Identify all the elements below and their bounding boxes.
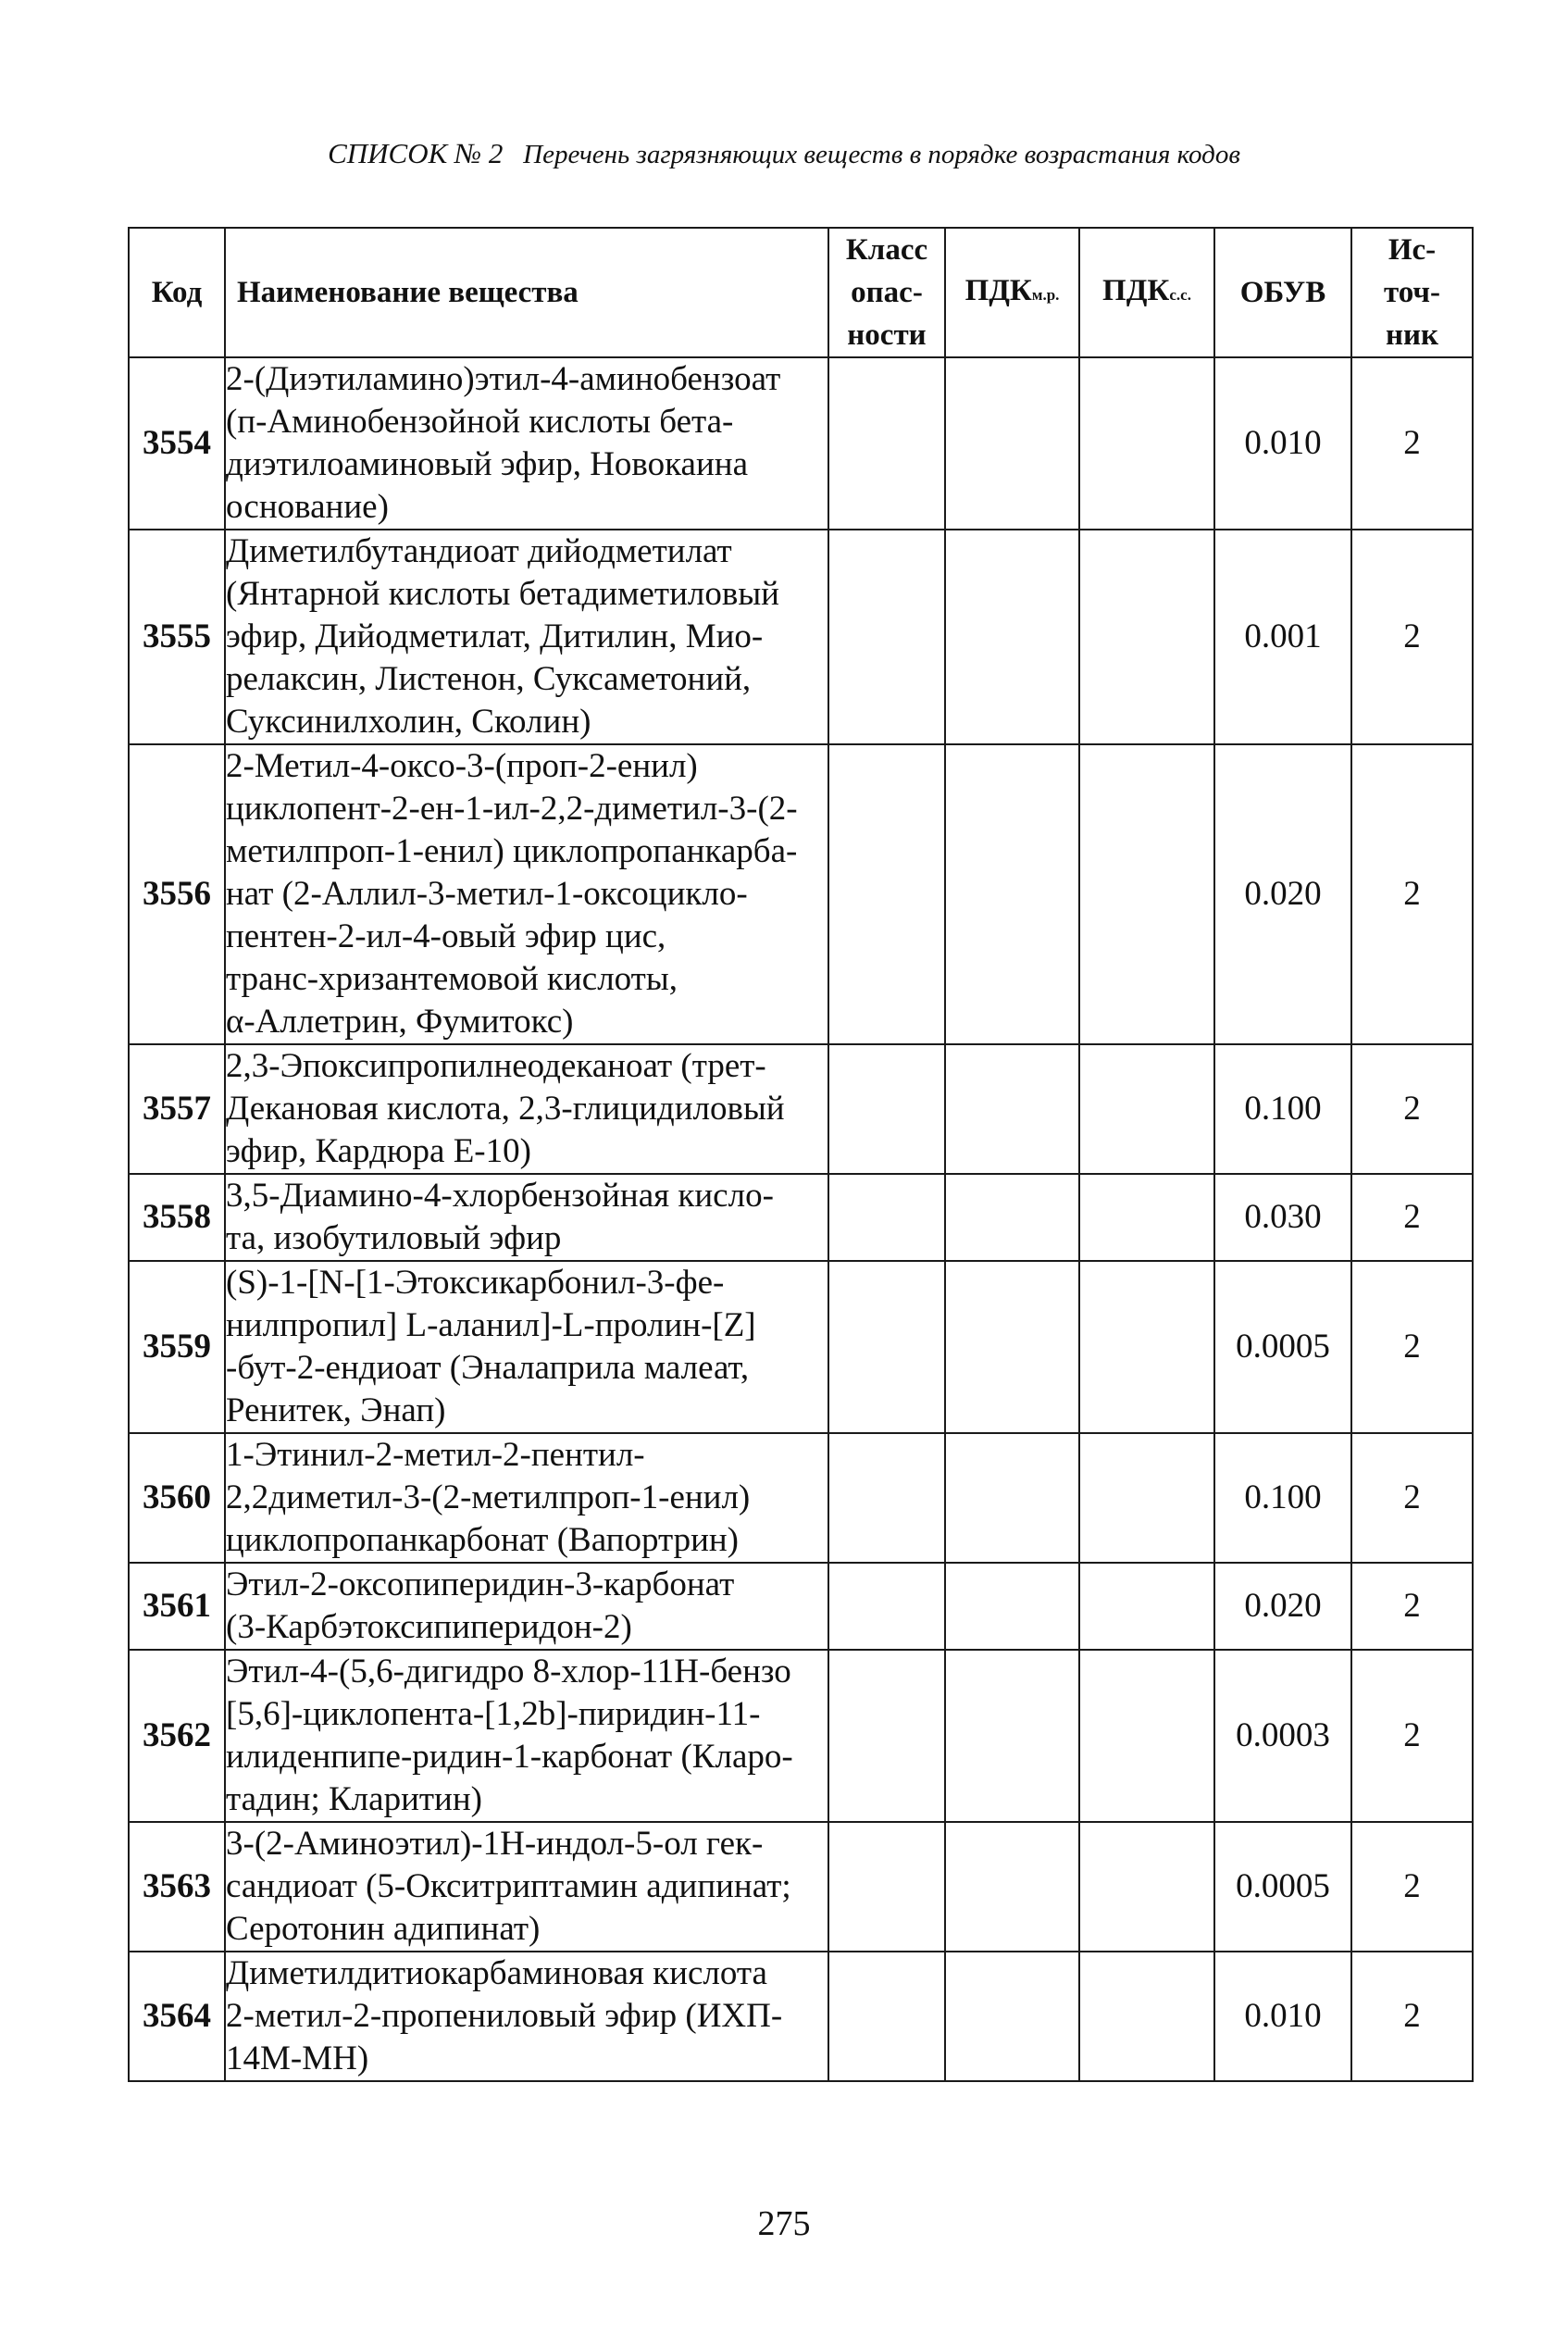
substance-name-cell: [225, 1044, 828, 1174]
hazard-class-cell: [828, 1261, 945, 1433]
code-cell: 3564: [129, 1952, 225, 2081]
obuv-cell: 0.010: [1214, 357, 1351, 530]
substance-name-line: Этил-4-(5,6-дигидро 8-хлор-11Н-бензо: [226, 1653, 791, 1690]
source-cell: 2: [1351, 1822, 1473, 1952]
pdk-ss-cell: [1079, 1952, 1214, 2081]
column-header-source: [1351, 228, 1473, 357]
pdk-mr-subscript: м.р.: [1031, 285, 1060, 304]
hazard-class-cell: [828, 1822, 945, 1952]
substance-name-cell: [225, 1822, 828, 1952]
substance-name-line: эфир, Дийодметилат, Дитилин, Мио-: [226, 617, 764, 655]
code-cell: 3556: [129, 744, 225, 1044]
column-header-pdk-ss: [1079, 228, 1214, 357]
substance-name-line: 3-(2-Аминоэтил)-1Н-индол-5-ол гек-: [226, 1825, 764, 1863]
hazard-class-cell: [828, 1563, 945, 1650]
source-cell: 2: [1351, 357, 1473, 530]
substance-name-line: релаксин, Листенон, Суксаметоний,: [226, 660, 752, 698]
substance-name-cell: [225, 530, 828, 744]
hazard-class-cell: [828, 1650, 945, 1822]
code-cell: 3554: [129, 357, 225, 530]
obuv-cell: 0.0005: [1214, 1261, 1351, 1433]
pdk-ss-cell: [1079, 1174, 1214, 1261]
pdk-mr-cell: [945, 1044, 1079, 1174]
table-row: [129, 1174, 1473, 1261]
substance-name-line: нат (2-Аллил-3-метил-1-оксоцикло-: [226, 875, 748, 913]
substance-name-line: сандиоат (5-Окситриптамин адипинат;: [226, 1867, 791, 1905]
source-cell: 2: [1351, 1650, 1473, 1822]
table-header-row: [129, 228, 1473, 357]
pdk-mr-cell: [945, 744, 1079, 1044]
pdk-ss-cell: [1079, 1261, 1214, 1433]
substance-name-line: Серотонин адипинат): [226, 1910, 541, 1948]
table-row: [129, 357, 1473, 530]
substance-name-line: метилпроп-1-енил) циклопропанкарба-: [226, 832, 798, 870]
obuv-cell: 0.010: [1214, 1952, 1351, 2081]
hazard-class-cell: [828, 1433, 945, 1563]
obuv-cell: 0.001: [1214, 530, 1351, 744]
substance-name-line: 3,5-Диамино-4-хлорбензойная кисло-: [226, 1177, 774, 1215]
obuv-cell: 0.0005: [1214, 1822, 1351, 1952]
source-cell: 2: [1351, 1174, 1473, 1261]
table-row: [129, 744, 1473, 1044]
hazard-class-cell: [828, 1952, 945, 2081]
source-cell: 2: [1351, 1044, 1473, 1174]
column-header-pdk-mr: [945, 228, 1079, 357]
pdk-mr-cell: [945, 1261, 1079, 1433]
hazard-class-cell: [828, 1044, 945, 1174]
substance-name-line: 2,3-Эпоксипропилнеодеканоат (трет-: [226, 1047, 766, 1085]
substance-name-cell: [225, 1174, 828, 1261]
substance-name-line: тадин; Кларитин): [226, 1780, 482, 1818]
substance-name-line: 2-(Диэтиламино)этил-4-аминобензоат: [226, 360, 781, 398]
pdk-ss-cell: [1079, 1650, 1214, 1822]
hazard-class-cell: [828, 744, 945, 1044]
column-header-code: Код: [129, 228, 225, 357]
list-subtitle: Перечень загрязняющих веществ в порядке возрастания кодов: [523, 140, 1240, 169]
substance-name-line: нилпропил] L-аланил]-L-пролин-[Z]: [226, 1306, 756, 1344]
table-row: [129, 1563, 1473, 1650]
pdk-ss-cell: [1079, 744, 1214, 1044]
code-cell: 3562: [129, 1650, 225, 1822]
pdk-ss-label: ПДК: [1102, 273, 1170, 307]
substance-name-line: Этил-2-оксопиперидин-3-карбонат: [226, 1565, 735, 1603]
pdk-mr-cell: [945, 1433, 1079, 1563]
pdk-ss-cell: [1079, 1044, 1214, 1174]
pdk-mr-cell: [945, 357, 1079, 530]
substance-name-cell: [225, 744, 828, 1044]
substance-name-line: 2,2диметил-3-(2-метилпроп-1-енил): [226, 1478, 751, 1516]
substance-name-line: Декановая кислота, 2,3-глицидиловый: [226, 1090, 785, 1128]
table-body: [129, 357, 1473, 2081]
substance-name-line: та, изобутиловый эфир: [226, 1219, 562, 1257]
table-row: [129, 1650, 1473, 1822]
source-cell: 2: [1351, 1261, 1473, 1433]
code-cell: 3559: [129, 1261, 225, 1433]
substance-name-line: диэтилоаминовый эфир, Новокаина: [226, 445, 748, 483]
hazard-class-cell: [828, 1174, 945, 1261]
pdk-mr-cell: [945, 1952, 1079, 2081]
substance-name-line: (Янтарной кислоты бетадиметиловый: [226, 575, 779, 613]
table-row: [129, 530, 1473, 744]
code-cell: 3555: [129, 530, 225, 744]
table-row: [129, 1952, 1473, 2081]
hazard-class-line-1: Класс: [845, 233, 928, 267]
substance-name-line: α-Аллетрин, Фумитокс): [226, 1003, 574, 1041]
code-cell: 3563: [129, 1822, 225, 1952]
source-line-2: точ-: [1383, 276, 1441, 309]
pdk-mr-label: ПДК: [964, 273, 1032, 307]
pdk-ss-cell: [1079, 530, 1214, 744]
substance-name-cell: [225, 1952, 828, 2081]
substance-name-line: (п-Аминобензойной кислоты бета-: [226, 403, 734, 441]
substances-table: [128, 227, 1474, 2082]
source-line-1: Ис-: [1388, 233, 1437, 267]
substance-name-line: 2-метил-2-пропениловый эфир (ИХП-: [226, 1997, 783, 2035]
source-cell: 2: [1351, 1433, 1473, 1563]
substance-name-line: (S)-1-[N-[1-Этоксикарбонил-3-фе-: [226, 1264, 725, 1302]
substance-name-line: 14М-МН): [226, 2039, 369, 2077]
pdk-ss-cell: [1079, 1822, 1214, 1952]
substance-name-line: Суксинилхолин, Сколин): [226, 703, 591, 741]
pdk-ss-cell: [1079, 1563, 1214, 1650]
substance-name-line: -бут-2-ендиоат (Эналаприла малеат,: [226, 1349, 750, 1387]
obuv-cell: 0.020: [1214, 1563, 1351, 1650]
list-title: СПИСОК № 2: [328, 137, 504, 169]
column-header-hazard-class: [828, 228, 945, 357]
pdk-mr-cell: [945, 1822, 1079, 1952]
substance-name-line: пентен-2-ил-4-овый эфир цис,: [226, 917, 666, 955]
code-cell: 3560: [129, 1433, 225, 1563]
pdk-ss-cell: [1079, 1433, 1214, 1563]
substance-name-line: Диметилдитиокарбаминовая кислота: [226, 1954, 767, 1992]
hazard-class-cell: [828, 357, 945, 530]
code-cell: 3557: [129, 1044, 225, 1174]
substance-name-cell: [225, 1650, 828, 1822]
column-header-name: Наименование вещества: [225, 228, 828, 357]
obuv-cell: 0.100: [1214, 1433, 1351, 1563]
substance-name-line: [5,6]-циклопента-[1,2b]-пиридин-11-: [226, 1695, 761, 1733]
substance-name-line: 1-Этинил-2-метил-2-пентил-: [226, 1436, 645, 1474]
substance-name-cell: [225, 1261, 828, 1433]
hazard-class-cell: [828, 530, 945, 744]
code-cell: 3558: [129, 1174, 225, 1261]
substance-name-line: 2-Метил-4-оксо-3-(проп-2-енил): [226, 747, 698, 785]
code-cell: 3561: [129, 1563, 225, 1650]
substance-name-line: (3-Карбэтоксипиперидон-2): [226, 1608, 632, 1646]
pdk-ss-cell: [1079, 357, 1214, 530]
hazard-class-line-3: ности: [847, 318, 927, 352]
obuv-cell: 0.100: [1214, 1044, 1351, 1174]
obuv-cell: 0.030: [1214, 1174, 1351, 1261]
source-cell: 2: [1351, 1563, 1473, 1650]
substance-name-cell: [225, 1433, 828, 1563]
substance-name-line: основание): [226, 488, 389, 526]
table-row: [129, 1433, 1473, 1563]
source-cell: 2: [1351, 1952, 1473, 2081]
substance-name-line: эфир, Кардюра Е-10): [226, 1132, 531, 1170]
hazard-class-line-2: опас-: [851, 276, 923, 309]
substance-name-line: Диметилбутандиоат дийодметилат: [226, 532, 732, 570]
substance-name-line: транс-хризантемовой кислоты,: [226, 960, 678, 998]
page-header: [0, 137, 1568, 170]
source-line-3: ник: [1385, 318, 1439, 352]
obuv-cell: 0.0003: [1214, 1650, 1351, 1822]
page-number: 275: [757, 2204, 811, 2243]
pdk-mr-cell: [945, 1563, 1079, 1650]
substance-name-line: илиденпипе-ридин-1-карбонат (Кларо-: [226, 1738, 793, 1776]
substance-name-line: циклопропанкарбонат (Вапортрин): [226, 1521, 740, 1559]
column-header-obuv: ОБУВ: [1214, 228, 1351, 357]
obuv-cell: 0.020: [1214, 744, 1351, 1044]
substance-name-line: Ренитек, Энап): [226, 1391, 446, 1429]
source-cell: 2: [1351, 530, 1473, 744]
substance-name-line: циклопент-2-ен-1-ил-2,2-диметил-3-(2-: [226, 790, 798, 828]
source-cell: 2: [1351, 744, 1473, 1044]
table-row: [129, 1044, 1473, 1174]
substance-name-cell: [225, 1563, 828, 1650]
pdk-mr-cell: [945, 530, 1079, 744]
pdk-mr-cell: [945, 1650, 1079, 1822]
pdk-mr-cell: [945, 1174, 1079, 1261]
substance-name-cell: [225, 357, 828, 530]
pdk-ss-subscript: с.с.: [1169, 285, 1191, 304]
table-row: [129, 1822, 1473, 1952]
table-row: [129, 1261, 1473, 1433]
